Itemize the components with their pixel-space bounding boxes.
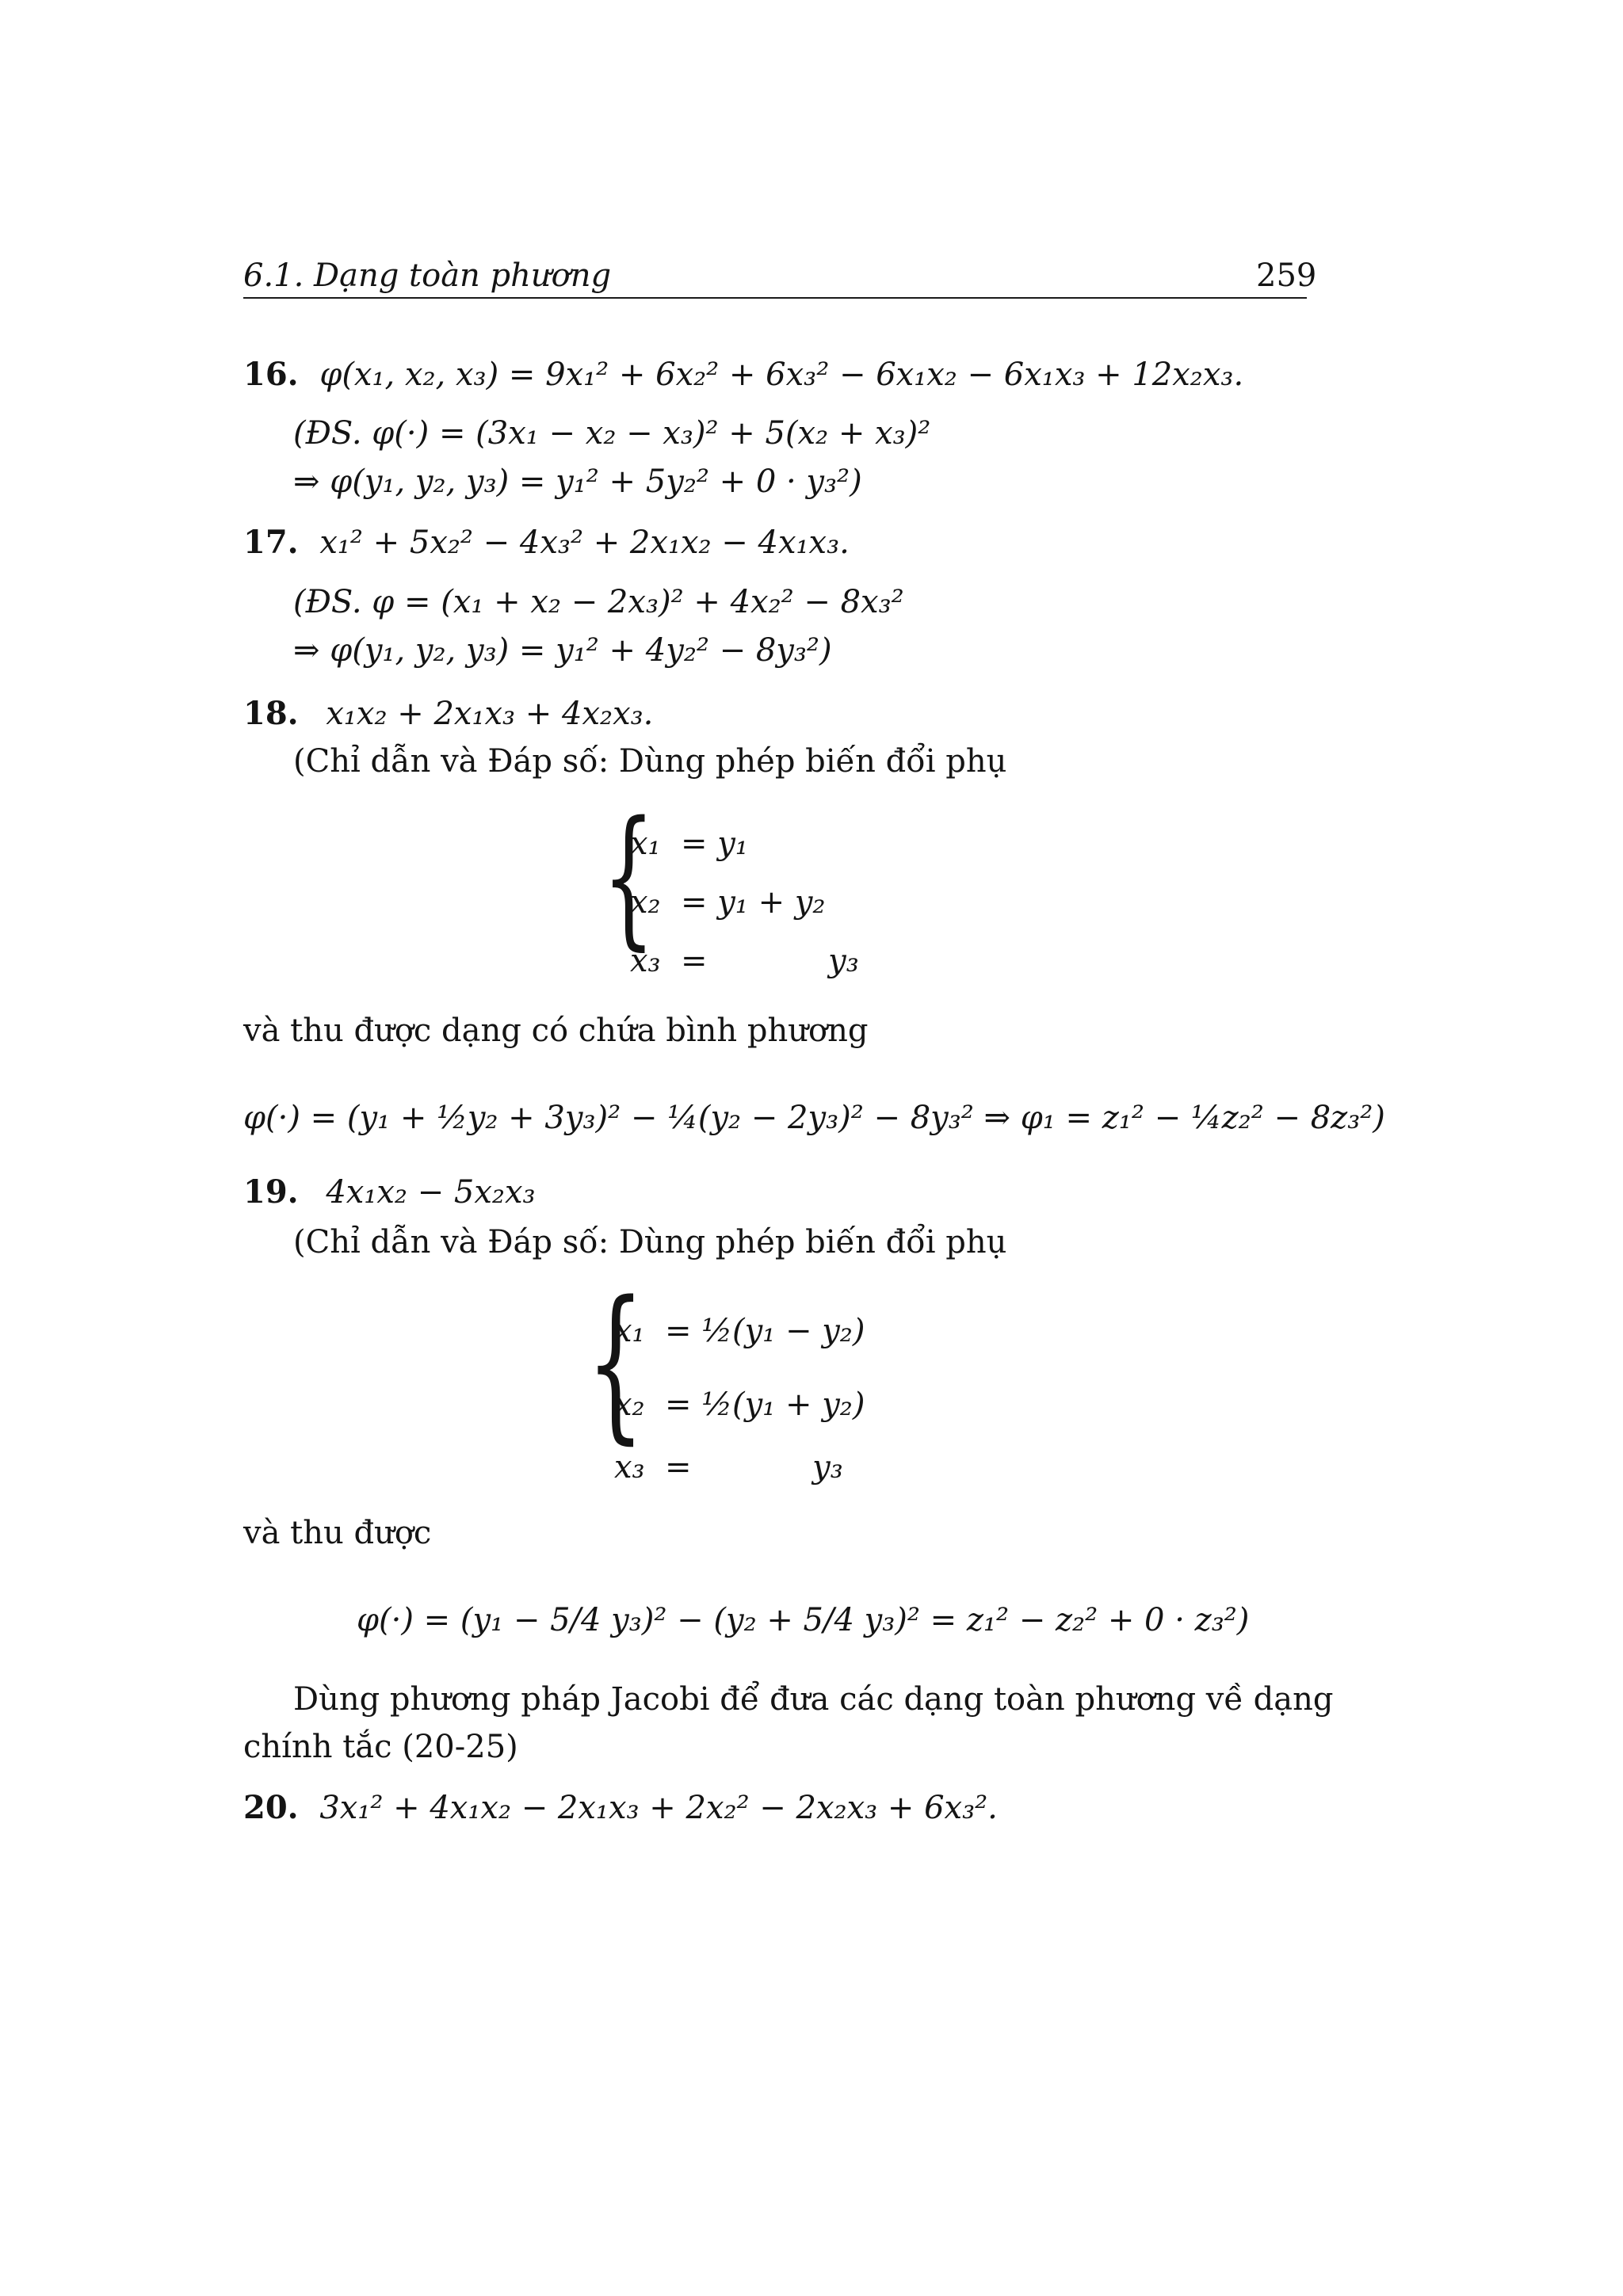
system-equation: x₃ = y₃ — [630, 943, 859, 979]
page-number: 259 — [1256, 257, 1317, 294]
problem-number: 19. — [243, 1173, 299, 1211]
problem-number: 16. — [243, 356, 299, 393]
result-intro: và thu được — [243, 1515, 432, 1551]
problem-number: 20. — [243, 1789, 299, 1826]
problem-number: 18. — [243, 695, 299, 732]
result-intro: và thu được dạng có chứa bình phương — [243, 1013, 869, 1049]
problem-19 — [243, 1173, 536, 1212]
paragraph-line: chính tắc (20-25) — [243, 1729, 518, 1765]
problem-expression: x₁² + 5x₂² − 4x₃² + 2x₁x₂ − 4x₁x₃. — [319, 524, 850, 561]
system-equation: x₁ = ½(y₁ − y₂) — [614, 1313, 865, 1349]
problem-17 — [243, 523, 850, 563]
answer-line: (ĐS. φ(·) = (3x₁ − x₂ − x₃)² + 5(x₂ + x₃)² — [293, 415, 931, 452]
header-rule — [243, 297, 1307, 299]
problem-expression: 3x₁² + 4x₁x₂ − 2x₁x₃ + 2x₂² − 2x₂x₃ + 6x₃². — [319, 1790, 998, 1826]
running-header — [243, 256, 611, 296]
problem-20 — [243, 1788, 998, 1828]
result-formula: φ(·) = (y₁ − 5/4 y₃)² − (y₂ + 5/4 y₃)² = z₁² − z₂² + 0 · z₃²) — [357, 1602, 1250, 1638]
system-equation: x₃ = y₃ — [614, 1449, 843, 1486]
problem-expression: 4x₁x₂ − 5x₂x₃ — [326, 1174, 536, 1211]
problem-expression: φ(x₁, x₂, x₃) = 9x₁² + 6x₂² + 6x₃² − 6x₁x₂ − 6x₁x₃ + 12x₂x₃. — [319, 357, 1244, 393]
paragraph-line: Dùng phương pháp Jacobi để đưa các dạng toàn phương về dạng — [293, 1681, 1334, 1718]
answer-line: (ĐS. φ = (x₁ + x₂ − 2x₃)² + 4x₂² − 8x₃² — [293, 584, 904, 620]
result-formula: φ(·) = (y₁ + ½y₂ + 3y₃)² − ¼(y₂ − 2y₃)² − 8y₃² ⇒ φ₁ = z₁² − ¼z₂² − 8z₃²) — [243, 1100, 1385, 1136]
left-brace: { — [586, 1265, 645, 1459]
hint-line: (Chỉ dẫn và Đáp số: Dùng phép biến đổi phụ — [293, 743, 1007, 780]
answer-line: ⇒ φ(y₁, y₂, y₃) = y₁² + 4y₂² − 8y₃²) — [293, 632, 832, 669]
problem-expression: x₁x₂ + 2x₁x₃ + 4x₂x₃. — [326, 696, 654, 732]
system-equation: x₂ = y₁ + y₂ — [630, 884, 826, 921]
system-equation: x₂ = ½(y₁ + y₂) — [614, 1386, 865, 1423]
left-brace: { — [602, 789, 655, 964]
hint-line: (Chỉ dẫn và Đáp số: Dùng phép biến đổi phụ — [293, 1224, 1007, 1261]
system-equation: x₁ = y₁ — [630, 826, 748, 862]
problem-16 — [243, 355, 1243, 395]
section-title: 6.1. Dạng toàn phương — [243, 257, 612, 294]
problem-number: 17. — [243, 524, 299, 561]
problem-18 — [243, 694, 653, 734]
answer-line: ⇒ φ(y₁, y₂, y₃) = y₁² + 5y₂² + 0 · y₃²) — [293, 463, 862, 500]
